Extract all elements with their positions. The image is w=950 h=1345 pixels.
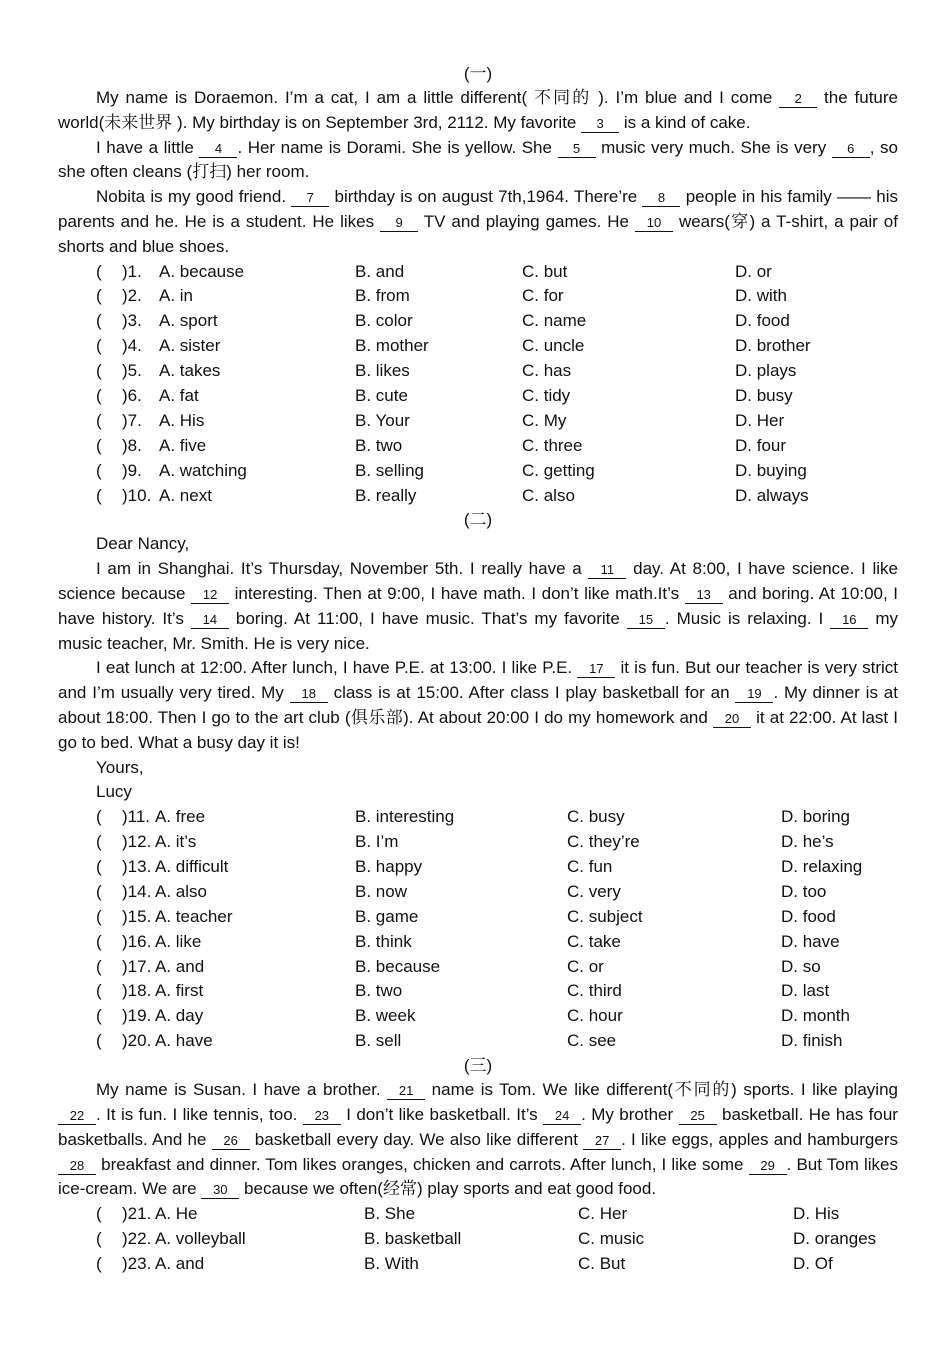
option-a: A. difficult (155, 857, 229, 877)
section-2-questions (58, 805, 898, 1054)
question-number: )19. (122, 1006, 152, 1026)
section-1-paragraph-3 (58, 185, 898, 259)
question-row (58, 830, 898, 855)
text: . Music is relaxing. I (664, 608, 824, 628)
text: , so she often cleans (打扫) her room. (58, 137, 898, 182)
question-row (58, 409, 898, 434)
answer-paren[interactable]: ( (96, 311, 102, 331)
option-b: B. happy (355, 857, 423, 877)
option-a: A. day (155, 1006, 204, 1026)
option-d: D. Her (735, 410, 785, 430)
option-d: D. so (781, 956, 821, 976)
text: Nobita is my good friend. (96, 187, 287, 207)
text: I don’t like basketball. It’s (346, 1104, 538, 1124)
text: basketball every day. We also like different (254, 1129, 578, 1149)
text: . I like eggs, apples and hamburgers (621, 1129, 898, 1149)
question-row (58, 434, 898, 459)
option-c: C. take (567, 931, 621, 951)
blank-6: 6 (832, 141, 870, 158)
blank-19: 19 (735, 686, 773, 703)
worksheet-page (58, 62, 898, 1277)
option-d: D. month (781, 1006, 850, 1026)
question-row (58, 930, 898, 955)
option-b: B. think (355, 931, 412, 951)
blank-22: 22 (58, 1108, 96, 1125)
blank-16: 16 (830, 612, 868, 629)
blank-15: 15 (627, 612, 665, 629)
question-row (58, 905, 898, 930)
option-b: B. mother (355, 336, 429, 356)
option-a: A. like (155, 931, 202, 951)
text: because we often(经常) play sports and eat good food. (244, 1179, 657, 1199)
question-number: )5. (122, 361, 142, 381)
option-a: A. takes (159, 361, 221, 381)
option-c: C. third (567, 981, 622, 1001)
option-d: D. boring (781, 807, 850, 827)
option-a: A. watching (159, 460, 247, 480)
option-b: B. likes (355, 361, 410, 381)
question-number: )16. (122, 931, 152, 951)
section-2-paragraph-1 (58, 557, 898, 656)
option-b: B. interesting (355, 807, 455, 827)
question-number: )7. (122, 410, 142, 430)
blank-26: 26 (212, 1133, 250, 1150)
text: wears(穿) a T-shirt, a pair of shorts and blue shoes. (58, 211, 898, 256)
option-b: B. sell (355, 1031, 402, 1051)
option-d: D. have (781, 931, 840, 951)
question-row (58, 260, 898, 285)
text: I eat lunch at 12:00. After lunch, I have P.E. at 13:00. I like P.E. (96, 658, 573, 678)
text: interesting. Then at 9:00, I have math. I don’t like math.It’s (234, 584, 680, 604)
option-a: A. have (155, 1031, 213, 1051)
option-a: A. free (155, 807, 206, 827)
option-c: C. My (522, 410, 567, 430)
text: it at 22:00. At last I go to bed. What a busy day it is! (58, 708, 898, 752)
question-row (58, 1227, 898, 1252)
question-number: )4. (122, 336, 142, 356)
answer-paren[interactable]: ( (96, 386, 102, 406)
option-d: D. finish (781, 1031, 843, 1051)
answer-paren[interactable]: ( (96, 435, 102, 455)
question-number: )1. (122, 261, 142, 281)
option-c: C. they’re (567, 832, 640, 852)
answer-paren[interactable]: ( (96, 832, 102, 852)
answer-paren[interactable]: ( (96, 336, 102, 356)
text: it is fun. But our teacher is very strict and I’m usually very tired. My (58, 658, 899, 703)
option-b: B. Your (355, 410, 410, 430)
answer-paren[interactable]: ( (96, 485, 102, 505)
answer-paren[interactable]: ( (96, 361, 102, 381)
option-c: C. name (522, 311, 587, 331)
answer-paren[interactable]: ( (96, 261, 102, 281)
section-3-paragraph-1 (58, 1078, 898, 1202)
answer-paren[interactable]: ( (96, 807, 102, 827)
option-a: A. five (159, 435, 207, 455)
text: . Her name is Dorami. She is yellow. She (237, 137, 552, 157)
option-a: A. first (155, 981, 204, 1001)
option-a: A. and (155, 956, 205, 976)
text: . My dinner is at about 18:00. Then I go to the art club (俱乐部). At about 20:00 I do my homework and (58, 683, 898, 728)
question-row (58, 880, 898, 905)
option-d: D. four (735, 435, 787, 455)
option-a: A. volleyball (155, 1229, 246, 1249)
question-row (58, 1029, 898, 1054)
option-a: A. He (155, 1204, 198, 1224)
text: breakfast and dinner. Tom likes oranges, chicken and carrots. After lunch, I like some (101, 1154, 744, 1174)
option-a: A. fat (159, 386, 199, 406)
option-d: D. relaxing (781, 857, 863, 877)
text: TV and playing games. He (423, 211, 630, 231)
section-1-title: (一) (463, 64, 493, 83)
option-a: A. because (159, 261, 245, 281)
text: is a kind of cake. (623, 112, 751, 132)
option-b: B. because (355, 956, 441, 976)
option-d: D. oranges (793, 1229, 877, 1249)
option-d: D. plays (735, 361, 797, 381)
option-d: D. he’s (781, 832, 834, 852)
option-c: C. see (567, 1031, 617, 1051)
option-a: A. teacher (155, 906, 233, 926)
blank-24: 24 (543, 1108, 581, 1125)
blank-28: 28 (58, 1158, 96, 1175)
option-b: B. really (355, 485, 417, 505)
question-number: )2. (122, 286, 142, 306)
answer-paren[interactable]: ( (96, 410, 102, 430)
blank-25: 25 (679, 1108, 717, 1125)
question-row (58, 484, 898, 509)
text: . My brother (581, 1104, 674, 1124)
option-b: B. and (355, 261, 405, 281)
option-c: C. but (522, 261, 568, 281)
answer-paren[interactable]: ( (96, 1204, 102, 1224)
option-d: D. food (781, 906, 836, 926)
text: the future world(未来世界 ). My birthday is on September 3rd, 2112. My favorite (58, 88, 898, 132)
text: my music teacher, Mr. Smith. He is very nice. (58, 608, 898, 653)
text: My name is Susan. I have a brother. (96, 1080, 381, 1100)
question-number: )22. (122, 1229, 152, 1249)
blank-2: 2 (779, 91, 817, 108)
option-c: C. very (567, 881, 621, 901)
blank-21: 21 (387, 1083, 425, 1100)
text: boring. At 11:00, I have music. That’s my favorite (235, 608, 620, 628)
section-3-title: (三) (463, 1056, 493, 1076)
text: I am in Shanghai. It’s Thursday, November 5th. I really have a (96, 559, 582, 579)
option-c: C. busy (567, 807, 625, 827)
question-row (58, 955, 898, 980)
text: music very much. She is very (601, 137, 827, 157)
answer-paren[interactable]: ( (96, 881, 102, 901)
option-b: B. cute (355, 386, 408, 406)
question-number: )15. (122, 906, 152, 926)
question-row (58, 459, 898, 484)
option-b: B. two (355, 981, 403, 1001)
blank-9: 9 (380, 215, 418, 232)
question-number: )3. (122, 311, 142, 331)
section-2-paragraph-2 (58, 656, 898, 755)
option-b: B. week (355, 1006, 416, 1026)
option-c: C. hour (567, 1006, 623, 1026)
option-b: B. She (364, 1204, 416, 1224)
text: . It is fun. I like tennis, too. (96, 1104, 298, 1124)
option-b: B. from (355, 286, 410, 306)
option-a: A. also (155, 881, 207, 901)
question-number: )13. (122, 857, 152, 877)
question-row (58, 855, 898, 880)
answer-paren[interactable]: ( (96, 460, 102, 480)
answer-paren[interactable]: ( (96, 286, 102, 306)
question-number: )18. (122, 981, 152, 1001)
blank-8: 8 (642, 190, 680, 207)
text: birthday is on august 7th,1964. There’re (334, 187, 638, 207)
option-d: D. His (793, 1204, 840, 1224)
section-1-paragraph-2 (58, 136, 898, 186)
option-c: C. fun (567, 857, 613, 877)
answer-paren[interactable]: ( (96, 931, 102, 951)
option-d: D. Of (793, 1253, 833, 1273)
question-number: )11. (122, 807, 151, 827)
question-row (58, 309, 898, 334)
option-a: A. in (159, 286, 194, 306)
question-row (58, 384, 898, 409)
answer-paren[interactable]: ( (96, 1031, 102, 1051)
question-number: )9. (122, 460, 142, 480)
question-number: )21. (122, 1204, 152, 1224)
option-b: B. selling (355, 460, 424, 480)
blank-27: 27 (583, 1133, 621, 1150)
question-row (58, 979, 898, 1004)
question-row (58, 1202, 898, 1227)
option-b: B. basketball (364, 1229, 462, 1249)
section-3-questions (58, 1202, 898, 1277)
text: . But Tom likes ice-cream. We are (58, 1154, 898, 1199)
text: and boring. At 10:00, I have history. It’s (58, 584, 898, 628)
option-d: D. buying (735, 460, 807, 480)
question-number: )8. (122, 435, 142, 455)
blank-29: 29 (749, 1158, 787, 1175)
question-number: )17. (122, 956, 152, 976)
text: people in his family —— his parents and he. He is a student. He likes (58, 187, 898, 231)
question-number: )6. (122, 386, 142, 406)
blank-4: 4 (199, 141, 237, 158)
option-c: C. getting (522, 460, 595, 480)
option-c: C. also (522, 485, 575, 505)
option-b: B. two (355, 435, 403, 455)
blank-18: 18 (290, 686, 328, 703)
option-b: B. game (355, 906, 419, 926)
section-1-questions (58, 260, 898, 509)
blank-5: 5 (558, 141, 596, 158)
option-c: C. But (578, 1253, 626, 1273)
option-a: A. sister (159, 336, 221, 356)
option-d: D. busy (735, 386, 793, 406)
blank-10: 10 (635, 215, 673, 232)
letter-closing: Yours, (96, 757, 144, 777)
question-row (58, 805, 898, 830)
option-c: C. or (567, 956, 604, 976)
option-d: D. always (735, 485, 809, 505)
text: My name is Doraemon. I’m a cat, I am a little different( 不同的 ). I’m blue and I come (96, 88, 773, 107)
blank-20: 20 (713, 711, 751, 728)
question-row (58, 1252, 898, 1277)
blank-3: 3 (581, 116, 619, 133)
text: class is at 15:00. After class I play basketball for an (333, 683, 730, 703)
option-d: D. too (781, 881, 827, 901)
blank-23: 23 (303, 1108, 341, 1125)
question-row (58, 284, 898, 309)
question-number: )20. (122, 1031, 152, 1051)
blank-17: 17 (577, 661, 615, 678)
text: I have a little (96, 137, 194, 157)
option-d: D. with (735, 286, 787, 306)
option-c: C. three (522, 435, 583, 455)
option-d: D. food (735, 311, 790, 331)
option-b: B. color (355, 311, 413, 331)
question-number: )10. (122, 485, 152, 505)
answer-paren[interactable]: ( (96, 1229, 102, 1249)
letter-greeting: Dear Nancy, (96, 534, 190, 554)
option-c: C. tidy (522, 386, 571, 406)
answer-paren[interactable]: ( (96, 1006, 102, 1026)
blank-14: 14 (191, 612, 229, 629)
answer-paren[interactable]: ( (96, 857, 102, 877)
option-b: B. With (364, 1253, 419, 1273)
question-row (58, 334, 898, 359)
blank-12: 12 (191, 587, 229, 604)
option-d: D. brother (735, 336, 811, 356)
blank-7: 7 (291, 190, 329, 207)
option-a: A. His (159, 410, 205, 430)
blank-30: 30 (201, 1182, 239, 1199)
question-number: )23. (122, 1253, 152, 1273)
answer-paren[interactable]: ( (96, 981, 102, 1001)
question-row (58, 359, 898, 384)
option-d: D. or (735, 261, 772, 281)
letter-signature: Lucy (96, 782, 132, 802)
section-1-paragraph-1 (58, 86, 898, 136)
answer-paren[interactable]: ( (96, 956, 102, 976)
question-number: )12. (122, 832, 152, 852)
option-c: C. music (578, 1229, 645, 1249)
question-row (58, 1004, 898, 1029)
option-a: A. sport (159, 311, 218, 331)
text: day. At 8:00, I have science. I like science because (58, 559, 898, 604)
option-c: C. for (522, 286, 564, 306)
option-a: A. next (159, 485, 212, 505)
option-d: D. last (781, 981, 830, 1001)
answer-paren[interactable]: ( (96, 906, 102, 926)
section-2-title: (二) (463, 510, 493, 530)
option-c: C. subject (567, 906, 643, 926)
option-b: B. now (355, 881, 407, 901)
option-c: C. Her (578, 1204, 628, 1224)
option-a: A. and (155, 1253, 205, 1273)
question-number: )14. (122, 881, 152, 901)
option-c: C. has (522, 361, 572, 381)
option-a: A. it’s (155, 832, 197, 852)
option-c: C. uncle (522, 336, 585, 356)
blank-13: 13 (685, 587, 723, 604)
answer-paren[interactable]: ( (96, 1253, 102, 1273)
text: basketball. He has four basketballs. And he (58, 1104, 898, 1149)
text: name is Tom. We like different(不同的) sports. I like playing (431, 1080, 898, 1100)
blank-11: 11 (588, 562, 626, 579)
option-b: B. I’m (355, 832, 399, 852)
